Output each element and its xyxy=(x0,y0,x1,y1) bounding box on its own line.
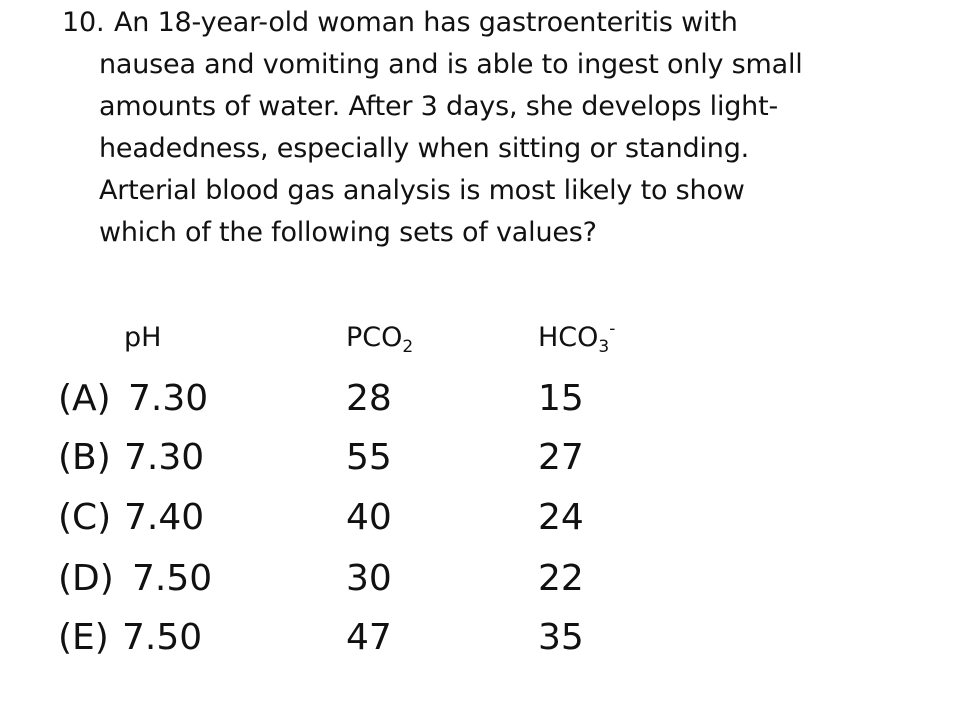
option-hco3: 35 xyxy=(538,617,584,658)
option-letter: (E) xyxy=(58,617,109,658)
option-letter: (B) xyxy=(58,437,111,478)
question-number: 10. xyxy=(62,7,105,38)
option-hco3: 22 xyxy=(538,558,584,599)
option-ph: 7.50 xyxy=(132,558,213,599)
question-line: which of the following sets of values? xyxy=(99,217,597,248)
pco2-subscript: 2 xyxy=(402,337,414,357)
hco3-subscript: 3 xyxy=(598,337,610,357)
column-header-pco2 xyxy=(346,318,413,358)
question-line: amounts of water. After 3 days, she develops light- xyxy=(99,91,779,122)
option-letter: (C) xyxy=(58,497,112,538)
option-ph: 7.30 xyxy=(128,378,209,419)
hco3-label: HCO xyxy=(538,322,599,353)
question-line: nausea and vomiting and is able to ingest only small xyxy=(99,49,803,80)
option-pco2: 40 xyxy=(346,497,392,538)
question-line: An 18-year-old woman has gastroenteritis with xyxy=(114,7,738,38)
option-letter: (D) xyxy=(58,558,114,599)
option-letter: (A) xyxy=(58,378,111,419)
column-header-hco3 xyxy=(538,318,615,358)
option-ph: 7.50 xyxy=(122,617,203,658)
option-pco2: 28 xyxy=(346,378,392,419)
question-stem xyxy=(62,2,942,254)
hco3-charge: - xyxy=(609,319,616,339)
column-header-ph: pH xyxy=(124,322,162,353)
question-line: Arterial blood gas analysis is most likely to show xyxy=(99,175,745,206)
option-hco3: 15 xyxy=(538,378,584,419)
option-ph: 7.40 xyxy=(124,497,205,538)
option-ph: 7.30 xyxy=(124,437,205,478)
question-line: headedness, especially when sitting or standing. xyxy=(99,133,750,164)
option-pco2: 55 xyxy=(346,437,392,478)
option-pco2: 30 xyxy=(346,558,392,599)
option-hco3: 27 xyxy=(538,437,584,478)
option-pco2: 47 xyxy=(346,617,392,658)
pco2-label: PCO xyxy=(346,322,403,353)
option-hco3: 24 xyxy=(538,497,584,538)
